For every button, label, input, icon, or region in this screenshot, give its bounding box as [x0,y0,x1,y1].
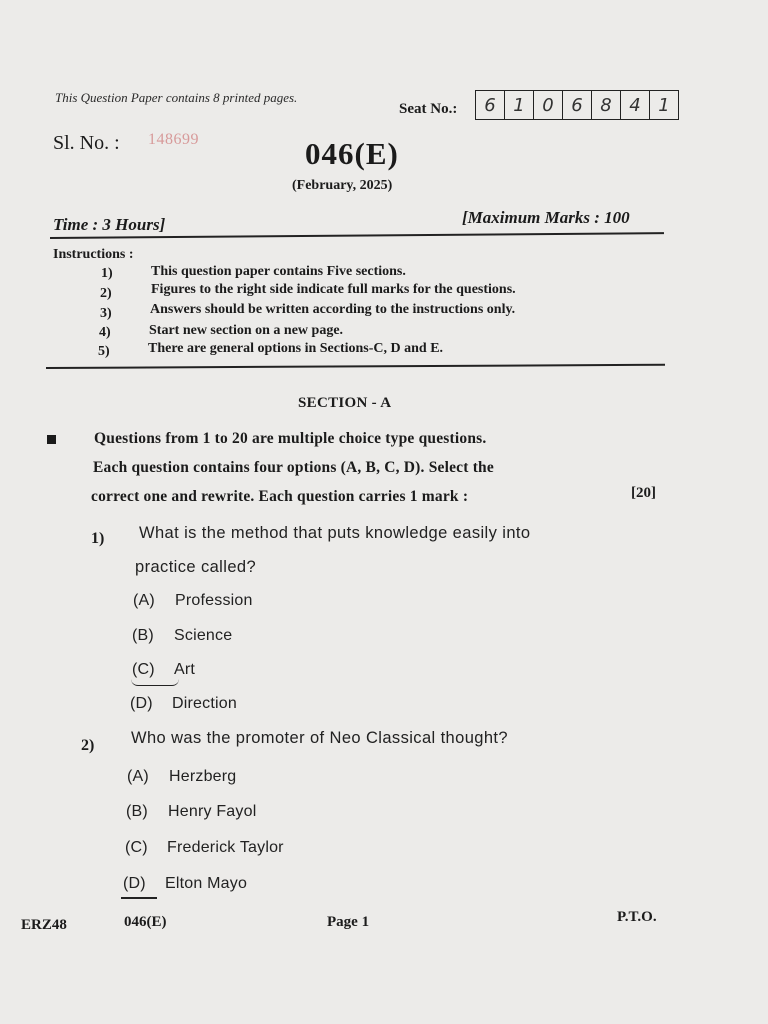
instructions-divider [46,364,665,369]
question-text: What is the method that puts knowledge easily into [139,524,531,542]
option-key: (B) [132,627,154,644]
seat-digit: 1 [505,91,534,119]
option-key: (A) [127,768,149,785]
footer-pto: P.T.O. [617,909,657,925]
footer-paper-code: 046(E) [124,914,167,930]
option-item [123,875,247,893]
bullet-square-icon [47,435,56,444]
exam-date: (February, 2025) [292,178,393,193]
section-intro-line: correct one and rewrite. Each question carries 1 mark : [91,488,469,505]
instruction-number: 1) [101,266,113,281]
question-text: practice called? [135,558,257,576]
instruction-number: 4) [99,325,111,340]
serial-number-label: Sl. No. : [53,132,120,154]
pen-underline-mark [131,679,179,686]
option-key: (D) [123,875,146,892]
option-item [132,627,232,645]
instruction-number: 2) [100,286,112,301]
option-key: (A) [133,592,155,609]
maximum-marks: [Maximum Marks : 100 [462,208,630,227]
instruction-text: There are general options in Sections-C, D and E. [148,341,444,356]
seat-digit: 6 [563,91,592,119]
question-number: 2) [81,737,95,754]
instruction-text: Figures to the right side indicate full marks for the questions. [151,282,516,297]
option-key: (B) [126,803,148,820]
option-text: Frederick Taylor [167,839,284,856]
seat-digit: 0 [534,91,563,119]
section-title: SECTION - A [298,395,392,411]
option-item [130,695,237,713]
option-item [127,768,236,786]
seat-digit: 4 [621,91,650,119]
section-intro-line: Each question contains four options (A, B, C, D). Select the [93,459,494,476]
serial-number-value: 148699 [148,131,199,148]
instruction-number: 3) [100,306,112,321]
option-item [133,592,253,610]
seat-digit: 6 [476,91,505,119]
question-text: Who was the promoter of Neo Classical thought? [131,729,508,747]
option-key: (D) [130,695,153,712]
instruction-number: 5) [98,344,110,359]
footer-page-number: Page 1 [327,914,370,930]
section-intro-line: Questions from 1 to 20 are multiple choice type questions. [94,430,487,447]
option-item [126,803,256,821]
seat-number-box [475,90,679,120]
footer-code: ERZ48 [21,917,67,933]
option-key: (C) [132,661,155,678]
option-text: Profession [175,592,253,609]
pen-underline-mark [121,897,157,899]
option-item [132,661,195,679]
seat-number-label: Seat No.: [399,101,458,117]
instruction-text: Start new section on a new page. [149,323,344,338]
option-text: Henry Fayol [168,803,257,820]
paper-code-title: 046(E) [305,136,399,171]
seat-digit: 8 [592,91,621,119]
instructions-heading: Instructions : [53,247,134,262]
question-number: 1) [91,530,105,547]
option-text: Elton Mayo [165,875,248,892]
seat-digit: 1 [658,94,670,116]
option-text: Science [174,627,233,644]
option-key: (C) [125,839,148,856]
printed-pages-note: This Question Paper contains 8 printed pages. [55,90,298,105]
instruction-text: This question paper contains Five sections. [151,264,406,279]
option-text: Art [174,661,196,678]
instruction-text: Answers should be written according to the instructions only. [150,302,516,317]
option-text: Herzberg [169,768,237,785]
option-item [125,839,284,857]
option-text: Direction [172,695,237,712]
section-marks: [20] [631,485,656,501]
time-allowed: Time : 3 Hours] [53,215,166,234]
